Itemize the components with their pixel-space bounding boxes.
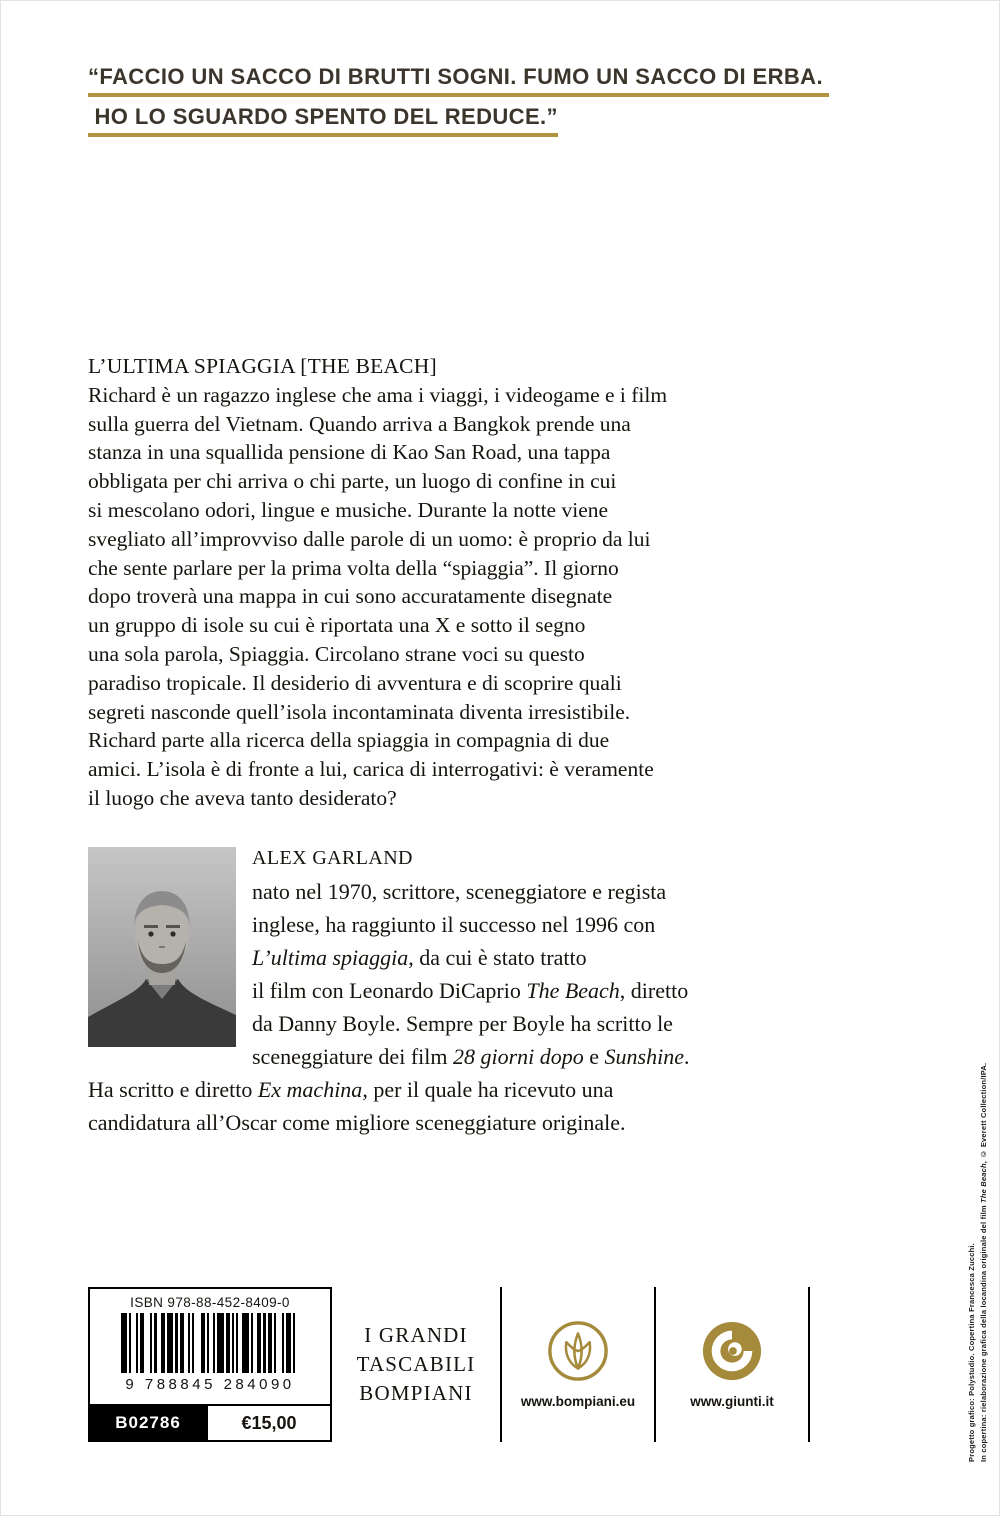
synopsis-line: che sente parlare per la prima volta della “spiaggia”. Il giorno	[88, 555, 619, 580]
author-bio-line: inglese, ha raggiunto il successo nel 1996 con	[252, 912, 656, 937]
synopsis-title: L’ULTIMA SPIAGGIA [THE BEACH]	[88, 354, 437, 378]
synopsis-line: segreti nasconde quell’isola incontaminata diventa irresistibile.	[88, 699, 631, 724]
author-bio-line: da Danny Boyle. Sempre per Boyle ha scritto le	[252, 1011, 673, 1036]
author-name: ALEX GARLAND	[252, 847, 413, 869]
quote-line	[88, 64, 829, 97]
author-bio-line: Ha scritto e diretto Ex machina, per il quale ha ricevuto una	[88, 1077, 614, 1102]
quote-line	[88, 104, 829, 137]
author-bio-line: il film con Leonardo DiCaprio The Beach, diretto	[252, 978, 689, 1003]
author-bio-line: sceneggiature dei film 28 giorni dopo e Sunshine.	[252, 1044, 690, 1069]
price-row	[90, 1404, 330, 1440]
synopsis-line: obbligata per chi arriva o chi parte, un luogo di confine in cui	[88, 469, 617, 494]
synopsis-line: sulla guerra del Vietnam. Quando arriva a Bangkok prende una	[88, 411, 631, 436]
synopsis-line: svegliato all’improvviso dalle parole di un uomo: è proprio da lui	[88, 526, 651, 551]
synopsis-line: un gruppo di isole su cui è riportata una X e sotto il segno	[88, 613, 586, 638]
synopsis-line: paradiso tropicale. Il desiderio di avventura e di scoprire quali	[88, 670, 622, 695]
bompiani-url: www.bompiani.eu	[520, 1394, 636, 1409]
imprint-bompiani	[332, 1287, 500, 1442]
synopsis-line: una sola parola, Spiaggia. Circolano strane voci su questo	[88, 641, 585, 666]
quote-line-1: “FACCIO UN SACCO DI BRUTTI SOGNI. FUMO UN SACCO DI ERBA.	[88, 64, 829, 97]
bompiani-logo-icon	[547, 1320, 609, 1382]
synopsis-line: stanza in una squallida pensione di Kao San Road, una tappa	[88, 440, 611, 465]
price: €15,00	[206, 1406, 330, 1440]
synopsis-line: Richard è un ragazzo inglese che ama i viaggi, i videogame e i film	[88, 382, 668, 407]
spine-credit-line: Progetto grafico: Polystudio. Copertina Francesca Zucchi.	[967, 1243, 976, 1462]
author-photo	[88, 847, 236, 1047]
synopsis-line: amici. L’isola è di fronte a lui, carica di interrogativi: è veramente	[88, 757, 654, 782]
spine-credit	[966, 1062, 990, 1462]
synopsis-line: dopo troverà una mappa in cui sono accuratamente disegnate	[88, 584, 613, 609]
synopsis-line: Richard parte alla ricerca della spiaggia in compagnia di due	[88, 728, 610, 753]
synopsis-section	[88, 352, 848, 813]
author-bio-line: L’ultima spiaggia, da cui è stato tratto	[252, 945, 587, 970]
bompiani-cell	[502, 1287, 654, 1442]
edition-code: B02786	[90, 1406, 206, 1440]
barcode-gap	[295, 1313, 299, 1373]
quote-line-2: HO LO SGUARDO SPENTO DEL REDUCE.”	[88, 104, 558, 137]
synopsis-lines	[88, 381, 848, 813]
author-bio-line: candidatura all’Oscar come migliore sceneggiature originale.	[88, 1110, 626, 1135]
imprint-line: BOMPIANI	[359, 1381, 473, 1405]
giunti-url: www.giunti.it	[690, 1394, 774, 1409]
imprint-line: I GRANDI	[364, 1323, 468, 1347]
barcode	[98, 1313, 322, 1373]
barcode-digits: 9 788845 284090	[125, 1376, 295, 1393]
imprint-line: TASCABILI	[356, 1352, 476, 1376]
barcode-box	[88, 1287, 332, 1442]
synopsis-line: si mescolano odori, lingue e musiche. Durante la notte viene	[88, 497, 609, 522]
synopsis-line: il luogo che aveva tanto desiderato?	[88, 785, 397, 810]
footer-strip	[88, 1287, 810, 1442]
divider	[808, 1287, 810, 1442]
author-section	[88, 842, 848, 1139]
cover-quote	[88, 64, 829, 144]
giunti-logo-icon	[701, 1320, 763, 1382]
author-bio-line: nato nel 1970, scrittore, sceneggiatore e regista	[252, 879, 667, 904]
giunti-cell	[656, 1287, 808, 1442]
isbn-label: ISBN 978-88-452-8409-0	[130, 1295, 290, 1310]
spine-credit-line: In copertina: rielaborazione grafica della locandina originale del film The Beach, © Everett Collection/IPA.	[979, 1062, 988, 1462]
